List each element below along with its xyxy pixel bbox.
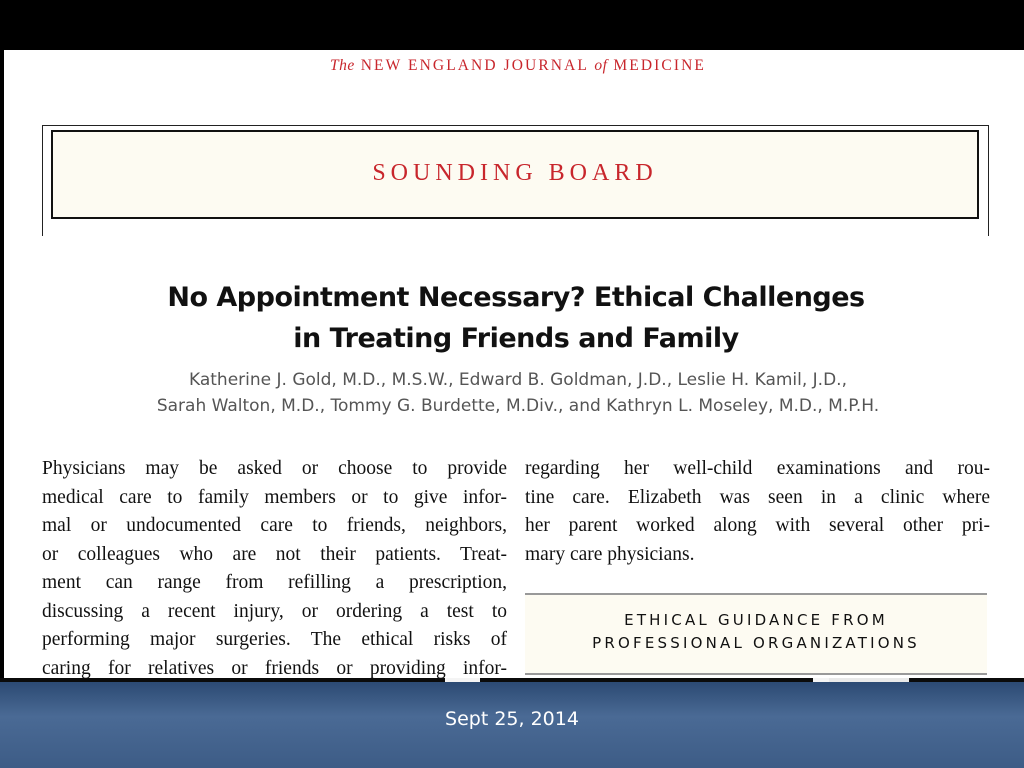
article-page — [4, 50, 1024, 680]
body-line: her parent worked along with several other pri- — [525, 515, 990, 536]
guidance-heading-line-2: PROFESSIONAL ORGANIZATIONS — [592, 634, 920, 652]
body-line: ment can range from refilling a prescription, — [42, 572, 507, 593]
article-title-line-1: No Appointment Necessary? Ethical Challenges — [167, 282, 865, 313]
body-line: mal or undocumented care to friends, neighbors, — [42, 515, 507, 536]
body-line: caring for relatives or friends or providing infor- — [42, 657, 507, 679]
article-title-line-2: in Treating Friends and Family — [293, 323, 739, 354]
body-line: discussing a recent injury, or ordering a test to — [42, 600, 507, 622]
authors-line-1: Katherine J. Gold, M.D., M.S.W., Edward B. Goldman, J.D., Leslie H. Kamil, J.D., — [188, 370, 847, 390]
body-column-right — [525, 455, 990, 569]
journal-name-medicine: MEDICINE — [613, 57, 706, 74]
article-title — [4, 277, 1024, 359]
journal-name-main: NEW ENGLAND JOURNAL — [360, 57, 589, 74]
slide-top-bar — [0, 0, 1024, 50]
section-title: SOUNDING BOARD — [372, 160, 658, 186]
body-line: tine care. Elizabeth was seen in a clinic where — [525, 486, 990, 508]
journal-name — [4, 57, 1024, 75]
body-line: performing major surgeries. The ethical risks of — [42, 629, 507, 650]
body-line: mary care physicians. — [525, 543, 695, 565]
section-banner — [51, 130, 979, 219]
footer-date: Sept 25, 2014 — [445, 708, 579, 730]
body-line: medical care to family members or to give infor- — [42, 486, 507, 508]
guidance-heading-line-1: ETHICAL GUIDANCE FROM — [624, 611, 888, 629]
authors-line-2: Sarah Walton, M.D., Tommy G. Burdette, M.Div., and Kathryn L. Moseley, M.D., M.P.H. — [156, 396, 880, 416]
author-list — [4, 367, 1024, 419]
body-line: or colleagues who are not their patients. Treat- — [42, 543, 507, 565]
journal-name-the: The — [330, 57, 355, 74]
body-line: Physicians may be asked or choose to provide — [42, 458, 507, 479]
body-column-left — [42, 455, 507, 683]
guidance-subheading — [525, 609, 987, 655]
guidance-subheading-box — [525, 593, 987, 675]
journal-name-of: of — [594, 57, 608, 74]
body-line: regarding her well-child examinations and rou- — [525, 458, 990, 479]
